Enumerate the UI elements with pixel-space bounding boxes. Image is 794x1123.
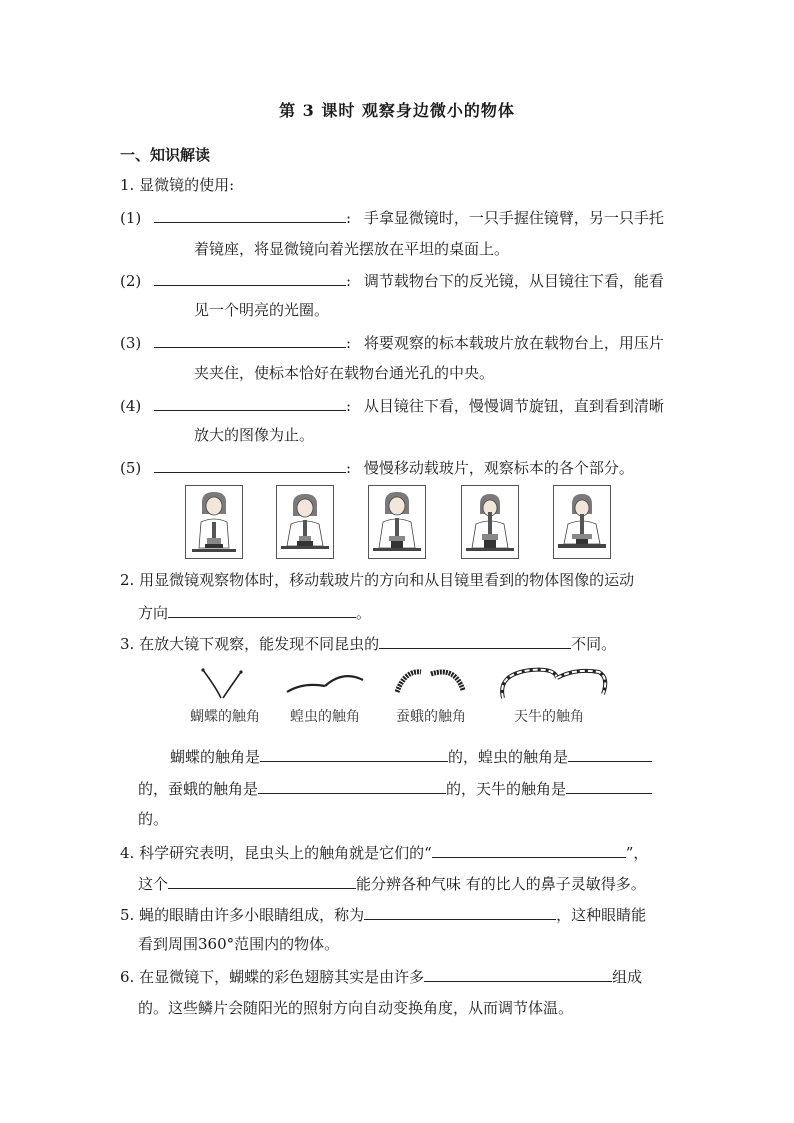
step-text: 慢慢移动载玻片，观察标本的各个部分。: [363, 459, 634, 477]
answer-blank[interactable]: [566, 778, 652, 794]
answer-blank[interactable]: [168, 602, 356, 618]
q4-text: 这个: [138, 875, 169, 893]
step-separator: :: [346, 209, 352, 227]
butterfly-antenna-label: 蝴蝶的触角: [190, 709, 260, 725]
q3-fill-line3: 的。: [138, 810, 169, 828]
step-text: 将要观察的标本载玻片放在载物台上，用压片: [363, 334, 664, 352]
q3-fill-text: 的，蝗虫的触角是: [448, 748, 569, 766]
answer-blank[interactable]: [260, 746, 448, 762]
q1-intro: 1. 显微镜的使用:: [120, 176, 235, 194]
q4-text: 能分辨各种气味 有的比人的鼻子灵敏得多。: [356, 875, 646, 893]
q5-line1: [120, 904, 646, 925]
q2-prefix: 方向: [138, 604, 169, 622]
q6-text: 6. 在显微镜下，蝴蝶的彩色翅膀其实是由许多: [120, 968, 425, 986]
step-4-line1: [120, 395, 664, 416]
step-4-line2: 放大的图像为止。: [194, 426, 315, 444]
answer-blank[interactable]: [432, 842, 626, 858]
q3-fill-text: 的，天牛的触角是: [446, 780, 567, 798]
answer-blank[interactable]: [168, 873, 356, 889]
silkworm-moth-antenna-label: 蚕蛾的触角: [396, 709, 466, 725]
q6-text: 组成: [612, 968, 643, 986]
q2-suffix: 。: [356, 604, 372, 622]
longhorn-beetle-antenna-label: 天牛的触角: [514, 709, 584, 725]
step-number: (1): [120, 209, 142, 227]
q4-line2: [138, 873, 646, 894]
step-3-line1: [120, 332, 664, 353]
step-1-line1: [120, 207, 664, 228]
microscope-step-3-illustration: [368, 485, 426, 559]
q3-fill-text: 的，蚕蛾的触角是: [138, 780, 259, 798]
step-2-line2: 见一个明亮的光圈。: [194, 301, 330, 319]
step-separator: :: [346, 334, 352, 352]
q2-line1: 2. 用显微镜观察物体时，移动载玻片的方向和从目镜里看到的物体图像的运动: [120, 571, 635, 589]
q6-line2: 的。这些鳞片会随阳光的照射方向自动变换角度，从而调节体温。: [138, 999, 574, 1017]
q5-line2: 看到周围360°范围内的物体。: [138, 935, 340, 953]
step-text: 调节载物台下的反光镜，从目镜往下看，能看: [363, 272, 664, 290]
step-number: (5): [120, 459, 142, 477]
answer-blank[interactable]: [424, 966, 612, 982]
q4-text: ”，: [625, 844, 649, 862]
q2-line2: [138, 602, 371, 623]
microscope-step-2-illustration: [276, 485, 334, 559]
q3-suffix: 不同。: [571, 635, 617, 653]
answer-blank[interactable]: [379, 633, 571, 649]
answer-blank[interactable]: [154, 207, 346, 223]
q3-fill-text: 蝴蝶的触角是: [170, 748, 261, 766]
step-number: (2): [120, 272, 142, 290]
answer-blank[interactable]: [154, 332, 346, 348]
locust-antenna-label: 蝗虫的触角: [290, 709, 360, 725]
step-3-line2: 夹夹住，使标本恰好在载物台通光孔的中央。: [194, 364, 495, 382]
butterfly-antenna-icon: [201, 668, 242, 698]
silkworm-moth-antenna-icon: [397, 672, 463, 692]
answer-blank[interactable]: [154, 395, 346, 411]
q3-line: [120, 633, 616, 654]
answer-blank[interactable]: [568, 746, 652, 762]
step-separator: :: [346, 397, 352, 415]
page-title: 第 3 课时 观察身边微小的物体: [279, 101, 515, 120]
locust-antenna-icon: [287, 676, 363, 692]
step-number: (4): [120, 397, 142, 415]
q5-text: ，这种眼睛能: [556, 906, 647, 924]
answer-blank[interactable]: [258, 778, 446, 794]
step-1-line2: 着镜座，将显微镜向着光摆放在平坦的桌面上。: [194, 240, 510, 258]
q3-fill-line2: [138, 778, 652, 799]
q3-fill-line1: [170, 746, 652, 767]
step-text: 手拿显微镜时，一只手握住镜臂，另一只手托: [363, 209, 664, 227]
microscope-step-5-illustration: [553, 485, 611, 559]
section-heading: 一、知识解读: [120, 146, 211, 164]
step-5-line1: [120, 457, 634, 478]
q3-prefix: 3. 在放大镜下观察，能发现不同昆虫的: [120, 635, 380, 653]
step-separator: :: [346, 459, 352, 477]
microscope-step-1-illustration: [185, 485, 243, 559]
step-text: 从目镜往下看，慢慢调节旋钮，直到看到清晰: [363, 397, 664, 415]
microscope-step-4-illustration: [461, 485, 519, 559]
q6-line1: [120, 966, 642, 987]
antennae-illustrations: [185, 664, 615, 704]
step-separator: :: [346, 272, 352, 290]
answer-blank[interactable]: [364, 904, 556, 920]
q4-line1: [120, 842, 648, 863]
longhorn-beetle-antenna-icon: [502, 670, 605, 698]
q4-text: 4. 科学研究表明，昆虫头上的触角就是它们的“: [120, 844, 432, 862]
step-number: (3): [120, 334, 142, 352]
step-2-line1: [120, 270, 664, 291]
answer-blank[interactable]: [154, 270, 346, 286]
answer-blank[interactable]: [154, 457, 346, 473]
q5-text: 5. 蝇的眼睛由许多小眼睛组成，称为: [120, 906, 365, 924]
